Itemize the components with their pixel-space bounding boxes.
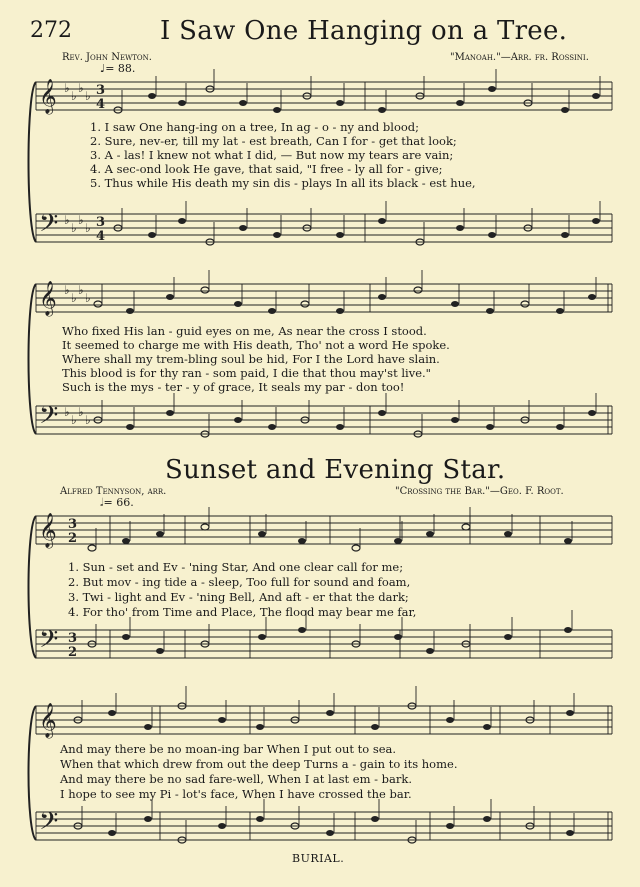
note-head (126, 308, 134, 314)
note-head (504, 531, 512, 537)
note-head (566, 710, 574, 716)
note-head (394, 538, 402, 544)
system-brace (29, 284, 37, 434)
note-head (394, 634, 402, 640)
note-head (456, 225, 464, 231)
note-head (451, 301, 459, 307)
note-head (336, 308, 344, 314)
note-head (298, 627, 306, 633)
flat-icon: ♭ (78, 81, 84, 95)
flat-icon: ♭ (78, 405, 84, 419)
note-head (108, 710, 116, 716)
note-head (414, 287, 422, 293)
bass-clef-icon: 𝄢 (39, 401, 59, 436)
hymn1-s2-lyric-1: Who fixed His lan - guid eyes on me, As near the cross I stood. (62, 324, 427, 338)
hymn2-s1-lyric-4: 4. For tho' from Time and Place, The flood may bear me far, (68, 605, 417, 619)
note-head (378, 410, 386, 416)
hymn1-s2-lyric-2: It seemed to charge me with His death, Tho' not a word He spoke. (62, 338, 450, 352)
note-head (144, 724, 152, 730)
system-brace (29, 516, 37, 658)
note-head (488, 232, 496, 238)
hymn2-s2-bass-notes (74, 799, 574, 843)
note-head (268, 308, 276, 314)
note-head (426, 648, 434, 654)
hymn1-s2-bass-staff (36, 401, 612, 436)
hymn1-author: Rev. John Newton. (62, 52, 152, 63)
hymn1-s1-lyric-1: 1. I saw One hang-ing on a tree, In ag - o - ny and blood; (90, 120, 420, 134)
hymn1-s2-lyric-4: This blood is for thy ran - som paid, I die that thou may'st live." (62, 366, 431, 380)
svg-text:3: 3 (68, 631, 78, 646)
note-head (456, 100, 464, 106)
note-head (218, 717, 226, 723)
note-head (483, 724, 491, 730)
note-head (446, 823, 454, 829)
hymn2-s1-lyric-3: 3. Twi - light and Ev - 'ning Bell, And aft - er that the dark; (68, 590, 409, 604)
note-head (588, 410, 596, 416)
hymn1-s2-lyric-3: Where shall my trem-bling soul be hid, For I the Lord have slain. (62, 352, 440, 366)
note-head (148, 93, 156, 99)
note-head (371, 724, 379, 730)
note-head (378, 107, 386, 113)
note-head (564, 538, 572, 544)
note-head (556, 308, 564, 314)
note-head (298, 538, 306, 544)
note-head (521, 301, 529, 307)
hymn1-s1-treble-notes (114, 69, 600, 113)
note-head (88, 545, 96, 551)
flat-icon: ♭ (85, 221, 91, 235)
system-brace (29, 82, 37, 242)
note-head (566, 830, 574, 836)
note-head (326, 830, 334, 836)
note-head (273, 232, 281, 238)
flat-icon: ♭ (71, 413, 77, 427)
note-head (486, 308, 494, 314)
svg-text:3: 3 (96, 215, 106, 230)
note-head (256, 816, 264, 822)
note-head (326, 710, 334, 716)
note-head (239, 225, 247, 231)
note-head (483, 816, 491, 822)
note-head (592, 218, 600, 224)
hymn1-s1-bass-notes (114, 201, 600, 245)
flat-icon: ♭ (71, 291, 77, 305)
note-head (301, 301, 309, 307)
hymn2-s1-lyric-1: 1. Sun - set and Ev - 'ning Star, And one clear call for me; (68, 560, 404, 574)
hymn1-s1-lyric-3: 3. A - las! I knew not what I did, — But now my tears are vain; (90, 148, 454, 162)
note-head (201, 524, 209, 530)
hymn2-tempo: 𝅗𝅥= 66. (100, 496, 134, 509)
note-head (108, 830, 116, 836)
note-head (352, 545, 360, 551)
hymn2-s2-lyric-4: I hope to see my Pi - lot's face, When I have crossed the bar. (60, 787, 412, 801)
note-head (126, 424, 134, 430)
flat-icon: ♭ (85, 413, 91, 427)
system-brace (29, 706, 37, 840)
note-head (122, 538, 130, 544)
note-head (561, 107, 569, 113)
note-head (166, 410, 174, 416)
page-number: 272 (30, 18, 72, 43)
hymn2-title: Sunset and Evening Star. (165, 455, 506, 485)
treble-clef-icon: 𝄞 (39, 79, 57, 114)
flat-icon: ♭ (78, 283, 84, 297)
hymn2-s2-treble-notes (74, 686, 574, 730)
hymn1-tune: "Manoah."—Arr. fr. Rossini. (450, 52, 589, 63)
note-head (156, 531, 164, 537)
hymn2-s2-bass-staff (36, 807, 612, 842)
hymn1-s2-lyric-5: Such is the mys - ter - y of grace, It seals my par - don too! (62, 380, 405, 394)
flat-icon: ♭ (64, 283, 70, 297)
note-head (486, 424, 494, 430)
note-head (564, 627, 572, 633)
note-head (426, 531, 434, 537)
treble-clef-icon: 𝄞 (39, 703, 57, 738)
flat-icon: ♭ (85, 89, 91, 103)
flat-icon: ♭ (78, 213, 84, 227)
treble-clef-icon: 𝄞 (39, 513, 57, 548)
hymn1-s1-lyric-5: 5. Thus while His death my sin dis - plays In all its black - est hue, (90, 176, 476, 190)
note-head (144, 816, 152, 822)
note-head (256, 724, 264, 730)
note-head (504, 634, 512, 640)
note-head (451, 417, 459, 423)
bass-clef-icon: 𝄢 (39, 625, 59, 660)
flat-icon: ♭ (64, 213, 70, 227)
note-head (592, 93, 600, 99)
hymn2-tune: "Crossing the Bar."—Geo. F. Root. (395, 486, 564, 497)
note-head (122, 634, 130, 640)
note-head (94, 301, 102, 307)
flat-icon: ♭ (64, 405, 70, 419)
hymn1-s2-treble-staff (36, 281, 612, 317)
hymn2-author: Alfred Tennyson, arr. (60, 486, 167, 497)
flat-icon: ♭ (71, 89, 77, 103)
note-head (166, 294, 174, 300)
note-head (178, 100, 186, 106)
note-head (336, 424, 344, 430)
hymn2-s1-bass-staff (36, 625, 612, 660)
note-head (488, 86, 496, 92)
note-head (268, 424, 276, 430)
hymn1-title: I Saw One Hanging on a Tree. (160, 16, 568, 46)
svg-text:4: 4 (96, 229, 106, 244)
hymn2-s1-treble-staff (36, 513, 612, 549)
note-head (378, 218, 386, 224)
hymn2-s2-lyric-1: And may there be no moan-ing bar When I put out to sea. (60, 742, 397, 756)
note-head (556, 424, 564, 430)
note-head (336, 100, 344, 106)
note-head (588, 294, 596, 300)
note-head (336, 232, 344, 238)
flat-icon: ♭ (71, 221, 77, 235)
note-head (234, 301, 242, 307)
note-head (371, 816, 379, 822)
note-head (148, 232, 156, 238)
svg-text:4: 4 (96, 97, 106, 112)
note-head (258, 634, 266, 640)
hymn1-s1-lyric-4: 4. A sec-ond look He gave, that said, "I free - ly all for - give; (90, 162, 443, 176)
note-head (273, 107, 281, 113)
flat-icon: ♭ (64, 81, 70, 95)
bass-clef-icon: 𝄢 (39, 807, 59, 842)
note-head (234, 417, 242, 423)
hymn1-s1-lyric-2: 2. Sure, nev-er, till my lat - est breath, Can I for - get that look; (90, 134, 457, 148)
note-head (156, 648, 164, 654)
hymn2-s2-lyric-2: When that which drew from out the deep Turns a - gain to its home. (60, 757, 458, 771)
note-head (561, 232, 569, 238)
svg-text:3: 3 (96, 83, 106, 98)
note-head (462, 524, 470, 530)
note-head (218, 823, 226, 829)
hymn1-tempo: ♩= 88. (100, 62, 136, 75)
hymn2-s1-lyric-2: 2. But mov - ing tide a - sleep, Too full for sound and foam, (68, 575, 411, 589)
hymn1-s2-treble-notes (94, 270, 596, 314)
note-head (201, 287, 209, 293)
svg-text:2: 2 (68, 531, 78, 546)
note-head (446, 717, 454, 723)
hymn1-s2-bass-notes (94, 393, 596, 437)
svg-text:2: 2 (68, 645, 78, 660)
note-head (178, 218, 186, 224)
treble-clef-icon: 𝄞 (39, 281, 57, 316)
svg-text:3: 3 (68, 517, 78, 532)
note-head (258, 531, 266, 537)
bass-clef-icon: 𝄢 (39, 209, 59, 244)
footer-label: BURIAL. (292, 852, 345, 865)
hymn2-s2-lyric-3: And may there be no sad fare-well, When I at last em - bark. (60, 772, 413, 786)
flat-icon: ♭ (85, 291, 91, 305)
note-head (239, 100, 247, 106)
note-head (378, 294, 386, 300)
